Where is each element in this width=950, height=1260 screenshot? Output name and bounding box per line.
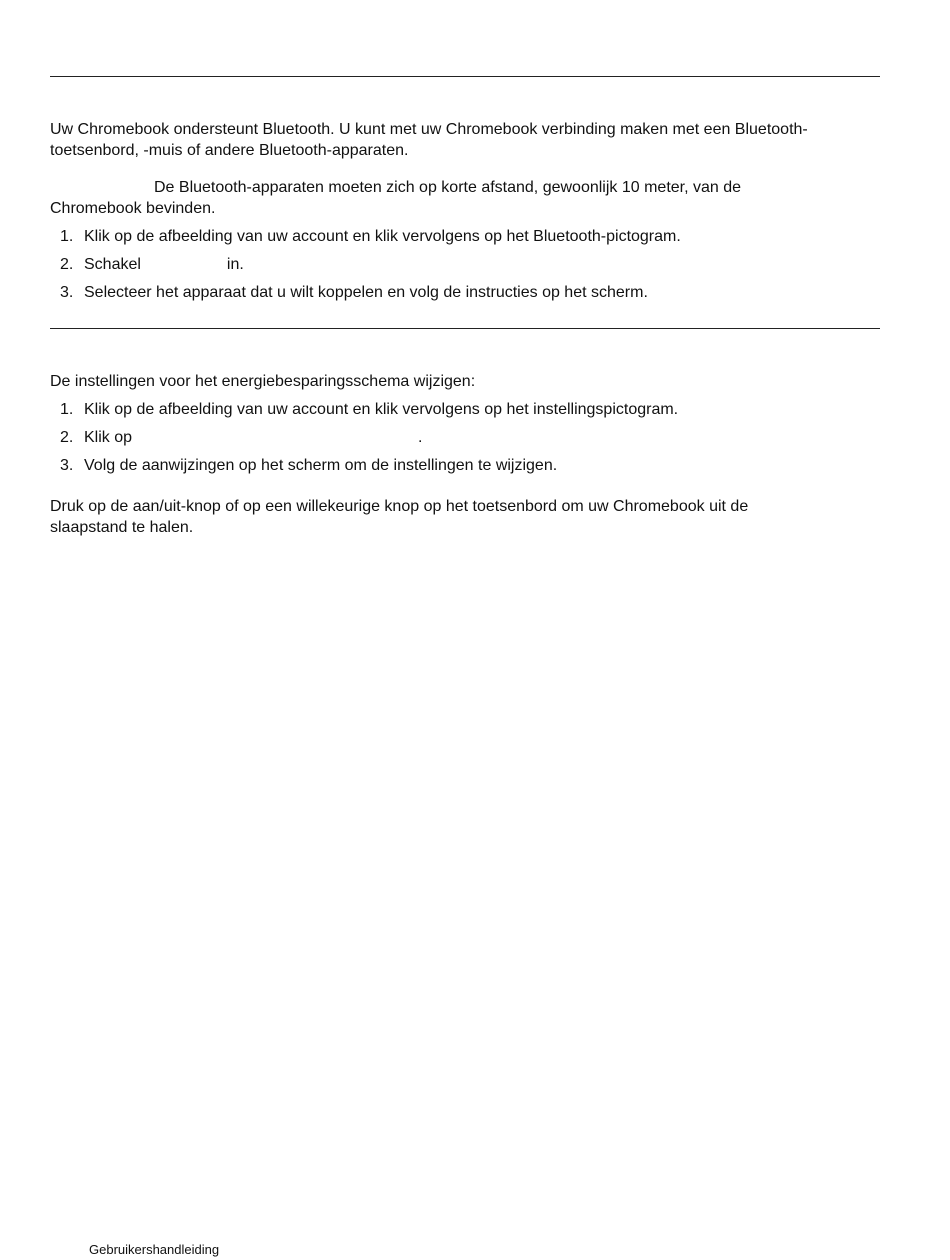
power-step-1 (60, 399, 880, 420)
step-text-before: Klik op (84, 429, 133, 446)
footer-label: Gebruikershandleiding (89, 1242, 220, 1257)
step-number: 2. (60, 256, 74, 273)
bluetooth-note-line-2: Chromebook bevinden. (50, 200, 216, 217)
power-intro-paragraph: De instellingen voor het energiebesparingsschema wijzigen: (50, 373, 476, 390)
step-text: Selecteer het apparaat dat u wilt koppelen en volg de instructies op het scherm. (84, 284, 648, 301)
section-divider-middle (50, 328, 880, 329)
step-number: 3. (60, 284, 74, 301)
section-divider-top (50, 76, 880, 77)
power-step-2 (60, 427, 880, 448)
step-text: Volg de aanwijzingen op het scherm om de instellingen te wijzigen. (84, 457, 558, 474)
bluetooth-note-paragraph (50, 177, 880, 219)
step-text-before: Schakel (84, 256, 141, 273)
bluetooth-step-2 (60, 254, 880, 275)
bluetooth-step-3 (60, 282, 880, 303)
step-text-after: in. (226, 256, 244, 273)
step-text: Klik op de afbeelding van uw account en klik vervolgens op het Bluetooth-pictogram. (84, 228, 681, 245)
bluetooth-note-line-1: De Bluetooth-apparaten moeten zich op korte afstand, gewoonlijk 10 meter, van de (154, 179, 742, 196)
step-number: 3. (60, 457, 74, 474)
step-text: Klik op de afbeelding van uw account en klik vervolgens op het instellingspictogram. (84, 401, 679, 418)
step-number: 1. (60, 401, 74, 418)
step-number: 1. (60, 228, 74, 245)
step-text-after: . (418, 429, 423, 446)
step-number: 2. (60, 429, 74, 446)
bluetooth-step-1 (60, 226, 880, 247)
bluetooth-intro-paragraph: Uw Chromebook ondersteunt Bluetooth. U kunt met uw Chromebook verbinding maken met een Bluetooth-toetsenbord, -muis of andere Bluetooth-apparaten. (50, 121, 808, 159)
power-step-3 (60, 455, 880, 476)
sleep-paragraph: Druk op de aan/uit-knop of op een willekeurige knop op het toetsenbord om uw Chromebook uit de slaapstand te halen. (50, 498, 749, 536)
